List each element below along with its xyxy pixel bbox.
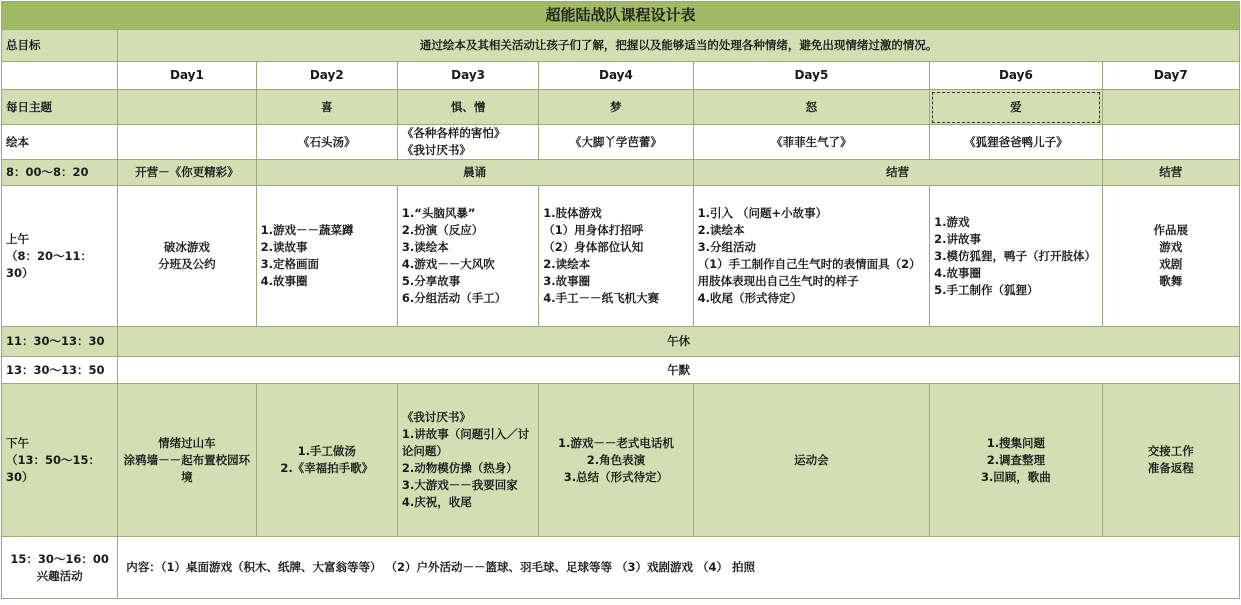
afternoon-cell: 1.游戏－－老式电话机 2.角色表演 3.总结（形式待定） <box>539 384 693 537</box>
morning-cell: 1.“头脑风暴” 2.扮演（反应） 3.读绘本 4.游戏－－大风吹 5.分享故事 6.分组活动（手工） <box>397 186 538 327</box>
lunch-label: 11：30～13：30 <box>2 327 118 357</box>
theme-cell: 梦 <box>539 90 693 125</box>
book-row <box>2 125 1240 160</box>
closing-cell: 结营 <box>693 160 1102 186</box>
morning-cell: 1.游戏 2.讲故事 3.模仿狐狸，鸭子（打开肢体） 4.故事圈 5.手工制作（狐狸） <box>930 186 1102 327</box>
day-header: Day2 <box>256 62 397 90</box>
table-title: 超能陆战队课程设计表 <box>2 2 1240 30</box>
afternoon-cell: 情绪过山车 涂鸦墙－－起布置校园环境 <box>118 384 256 537</box>
day-header-corner <box>2 62 118 90</box>
book-cell: 《大脚丫学芭蕾》 <box>539 125 693 160</box>
afternoon-cell: 1.搜集问题 2.调查整理 3.回顾，歌曲 <box>930 384 1102 537</box>
morning-cell: 1.游戏－－蔬菜蹲 2.读故事 3.定格画面 4.故事圈 <box>256 186 397 327</box>
morning-cell: 1.引入 （问题+小故事） 2.读绘本 3.分组活动 （1）手工制作自己生气时的表情面具（2）用肢体表现出自己生气时的样子 4.收尾（形式待定） <box>693 186 930 327</box>
book-cell <box>1102 125 1239 160</box>
interest-row <box>2 537 1240 599</box>
book-cell: 《各种各样的害怕》 《我讨厌书》 <box>397 125 538 160</box>
theme-cell: 喜 <box>256 90 397 125</box>
theme-cell-selected[interactable]: 爱 <box>930 90 1102 125</box>
morning-cell: 作品展 游戏 戏剧 歌舞 <box>1102 186 1239 327</box>
day-header: Day3 <box>397 62 538 90</box>
morning-early-row <box>2 160 1240 186</box>
afternoon-label: 下午 （13：50～15：30） <box>2 384 118 537</box>
theme-row <box>2 90 1240 125</box>
morning-early-label: 8：00～8：20 <box>2 160 118 186</box>
theme-cell <box>118 90 256 125</box>
overall-goal-row <box>2 30 1240 62</box>
day-header: Day7 <box>1102 62 1239 90</box>
book-cell: 《菲菲生气了》 <box>693 125 930 160</box>
day-header: Day6 <box>930 62 1102 90</box>
course-schedule-table <box>1 1 1240 599</box>
book-cell <box>118 125 256 160</box>
morning-cell: 破冰游戏 分班及公约 <box>118 186 256 327</box>
book-label: 绘本 <box>2 125 118 160</box>
morning-row <box>2 186 1240 327</box>
closing-cell: 结营 <box>1102 160 1239 186</box>
day-header: Day4 <box>539 62 693 90</box>
lunch-text: 午休 <box>118 327 1240 357</box>
afternoon-cell: 《我讨厌书》 1.讲故事（问题引入／讨论问题） 2.动物模仿操（热身） 3.大游戏－－我要回家 4.庆祝，收尾 <box>397 384 538 537</box>
reading-cell: 晨诵 <box>256 160 693 186</box>
afternoon-cell: 1.手工做汤 2.《幸福拍手歌》 <box>256 384 397 537</box>
day-header: Day5 <box>693 62 930 90</box>
book-cell: 《石头汤》 <box>256 125 397 160</box>
interest-text: 内容：（1）桌面游戏（积木、纸牌、大富翁等等） （2）户外活动－－篮球、羽毛球、足球等等 （3）戏剧游戏 （4） 拍照 <box>118 537 1240 599</box>
afternoon-cell: 运动会 <box>693 384 930 537</box>
morning-label: 上午 （8：20～11：30） <box>2 186 118 327</box>
title-row <box>2 2 1240 30</box>
opening-cell: 开营－《你更精彩》 <box>118 160 256 186</box>
silent-label: 13：30～13：50 <box>2 357 118 384</box>
overall-goal-text: 通过绘本及其相关活动让孩子们了解，把握以及能够适当的处理各种情绪，避免出现情绪过激的情况。 <box>118 30 1240 62</box>
afternoon-cell: 交接工作 准备返程 <box>1102 384 1239 537</box>
theme-cell: 怒 <box>693 90 930 125</box>
book-cell: 《狐狸爸爸鸭儿子》 <box>930 125 1102 160</box>
theme-cell <box>1102 90 1239 125</box>
silent-row <box>2 357 1240 384</box>
theme-label: 每日主题 <box>2 90 118 125</box>
day-header: Day1 <box>118 62 256 90</box>
lunch-row <box>2 327 1240 357</box>
day-header-row <box>2 62 1240 90</box>
afternoon-row <box>2 384 1240 537</box>
morning-cell: 1.肢体游戏 （1）用身体打招呼 （2）身体部位认知 2.读绘本 3.故事圈 4.手工－－纸飞机大赛 <box>539 186 693 327</box>
theme-cell: 惧、憎 <box>397 90 538 125</box>
overall-goal-label: 总目标 <box>2 30 118 62</box>
silent-text: 午默 <box>118 357 1240 384</box>
interest-label: 15：30～16：00 兴趣活动 <box>2 537 118 599</box>
